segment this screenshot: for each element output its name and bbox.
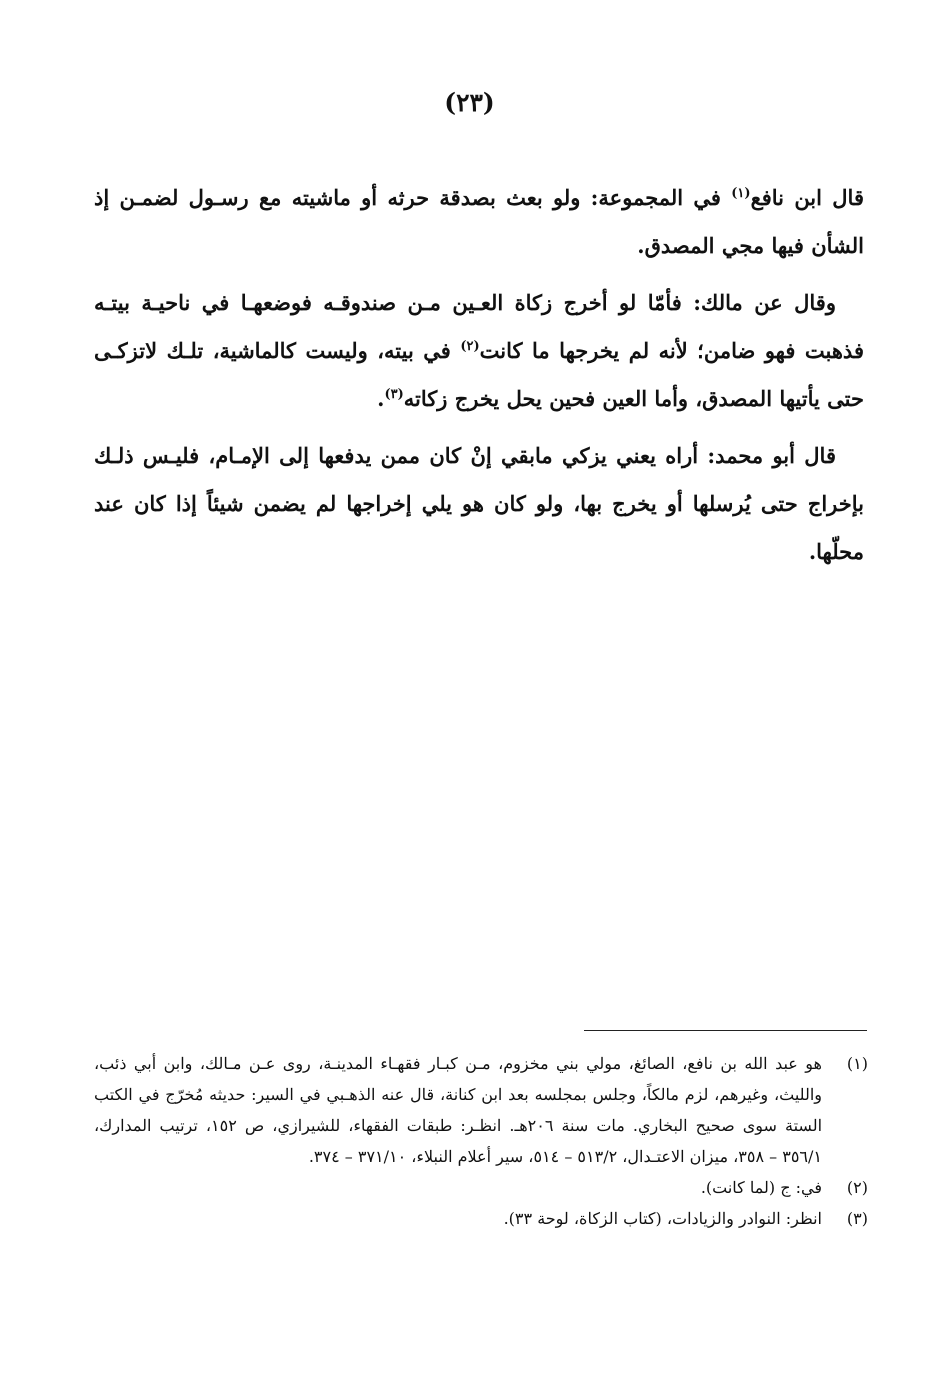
paragraph-2-text-c: . xyxy=(377,386,385,411)
paragraph-2-text-a: وقال عن مالك: فأمّا لو أخرج زكاة العـين مـن صندوقـه فوضعهـا في ناحيـة بيتـه فذهبت فهو ضامن؛ لأنه لم يخرجها ما كانت xyxy=(94,290,864,363)
footnote-ref-1[interactable]: (١) xyxy=(731,186,751,201)
footnote-1 xyxy=(94,1048,868,1172)
paragraph-2 xyxy=(94,279,864,423)
footnote-2-text: في: ج (لما كانت). xyxy=(700,1178,822,1197)
paragraph-1-text-b: في المجموعة: ولو بعث بصدقة حرثه أو ماشيته مع رسـول لضمـن إذ الشأن فيها مجي المصدق. xyxy=(94,185,864,258)
footnote-3-text: انظر: النوادر والزيادات، (كتاب الزكاة، لوحة ٣٣). xyxy=(503,1209,822,1228)
paragraph-2-text-b: في بيته، وليست كالماشية، تلـك لاتزكـى حتى يأتيها المصدق، وأما العين فحين يحل يخرج زكاته xyxy=(94,338,864,411)
paragraph-3: قال أبو محمد: أراه يعني يزكي مابقي إنْ كان ممن يدفعها إلى الإمـام، فليـس ذلـك بإخراج حتى يُرسلها أو يخرج بها، ولو كان هو يلي إخراجها لم يضمن شيئاً إذا كان عند محلّها. xyxy=(94,443,864,564)
page-number: (٢٣) xyxy=(444,88,495,117)
paragraph-1-text-a: قال ابن نافع xyxy=(750,185,864,210)
footnote-3-number: (٣) xyxy=(846,1209,868,1228)
footnotes xyxy=(94,1048,868,1234)
footnote-ref-3[interactable]: (٣) xyxy=(384,387,404,402)
paragraph-1 xyxy=(94,174,864,270)
footnote-1-text: هو عبد الله بن نافع، الصائغ، مولي بني مخزوم، مـن كبـار فقهـاء المدينـة، روى عـن مـالك، وابن أبي ذئب، والليث، وغيرهم، لزم مالكاً، وجلس بمجلسه بعد ابن كنانة، قال عنه الذهـبي في السير: حديثه مُخرّج في الكتب الستة سوى صحيح البخاري. مات سنة ٢٠٦هـ. انظـر: طبقات الفقهاء، للشيرازي، ص ١٥٢، ترتيب المدارك، ٣٥٦/١ – ٣٥٨، ميزان الاعتـدال، ٥١٣/٢ – ٥١٤، سير أعلام النبلاء، ٣٧١/١٠ – ٣٧٤. xyxy=(94,1054,823,1166)
footnote-1-number: (١) xyxy=(846,1054,868,1073)
footnote-separator xyxy=(584,1030,867,1031)
main-text xyxy=(94,174,864,585)
footnote-2-number: (٢) xyxy=(846,1178,868,1197)
footnote-3 xyxy=(94,1203,868,1234)
footnote-2 xyxy=(94,1172,868,1203)
footnote-ref-2[interactable]: (٢) xyxy=(460,339,480,354)
